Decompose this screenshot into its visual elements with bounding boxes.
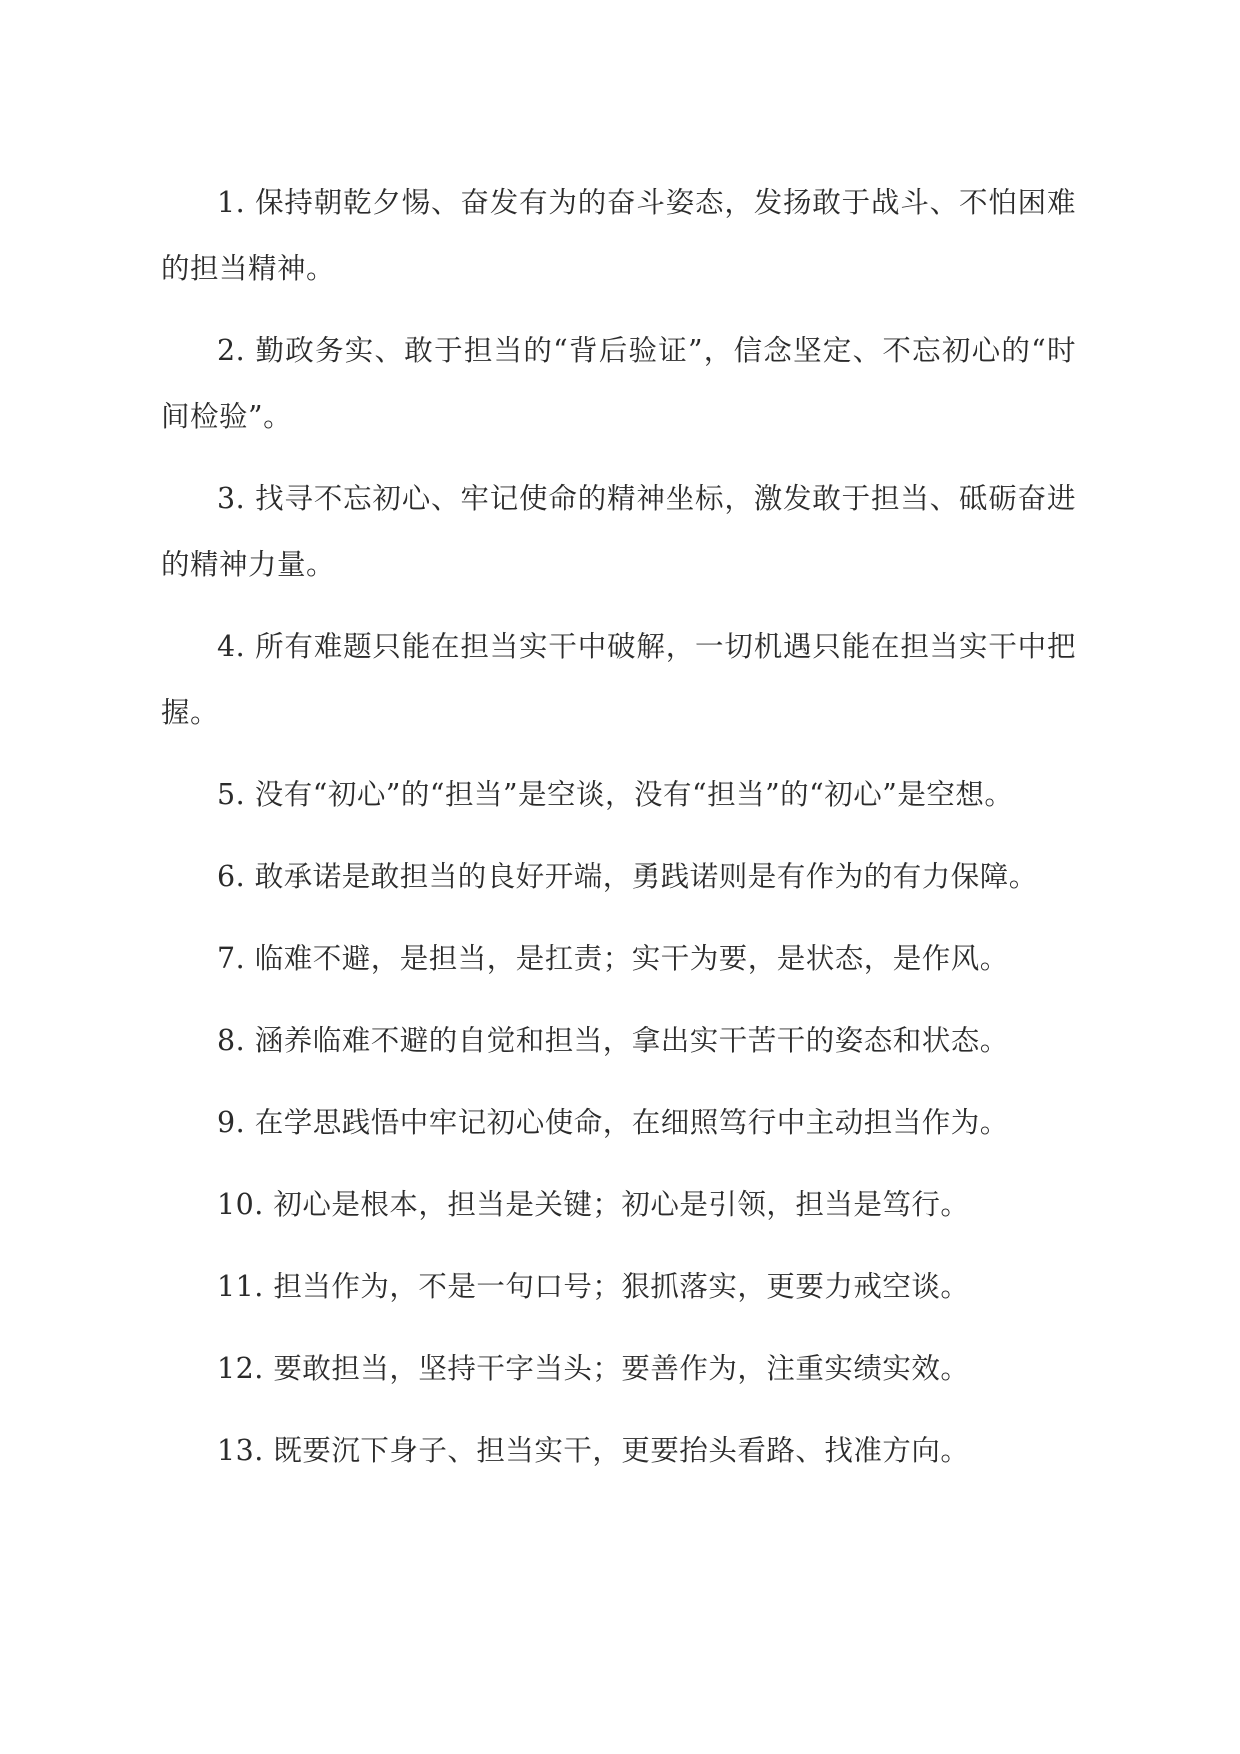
paragraph-6: 6. 敢承诺是敢担当的良好开端，勇践诺则是有作为的有力保障。 — [217, 860, 1038, 893]
paragraph-13: 13. 既要沉下身子、担当实干，更要抬头看路、找准方向。 — [217, 1434, 970, 1467]
paragraph-5: 5. 没有“初心”的“担当”是空谈，没有“担当”的“初心”是空想。 — [217, 778, 1014, 811]
paragraph-4: 4. 所有难题只能在担当实干中破解，一切机遇只能在担当实干中把握。 — [161, 630, 1076, 729]
paragraph-9: 9. 在学思践悟中牢记初心使命，在细照笃行中主动担当作为。 — [217, 1106, 1009, 1139]
paragraph-7: 7. 临难不避，是担当，是扛责；实干为要，是状态，是作风。 — [217, 942, 1009, 975]
paragraph-1: 1. 保持朝乾夕惕、奋发有为的奋斗姿态，发扬敢于战斗、不怕困难的担当精神。 — [161, 186, 1076, 285]
paragraph-10: 10. 初心是根本，担当是关键；初心是引领，担当是笃行。 — [217, 1188, 970, 1221]
document-body — [161, 170, 1076, 1500]
paragraph-2: 2. 勤政务实、敢于担当的“背后验证”，信念坚定、不忘初心的“时间检验”。 — [161, 334, 1076, 433]
paragraph-12: 12. 要敢担当，坚持干字当头；要善作为，注重实绩实效。 — [217, 1352, 970, 1385]
paragraph-8: 8. 涵养临难不避的自觉和担当，拿出实干苦干的姿态和状态。 — [217, 1024, 1009, 1057]
paragraph-11: 11. 担当作为，不是一句口号；狠抓落实，更要力戒空谈。 — [217, 1270, 970, 1303]
paragraph-3: 3. 找寻不忘初心、牢记使命的精神坐标，激发敢于担当、砥砺奋进的精神力量。 — [161, 482, 1076, 581]
